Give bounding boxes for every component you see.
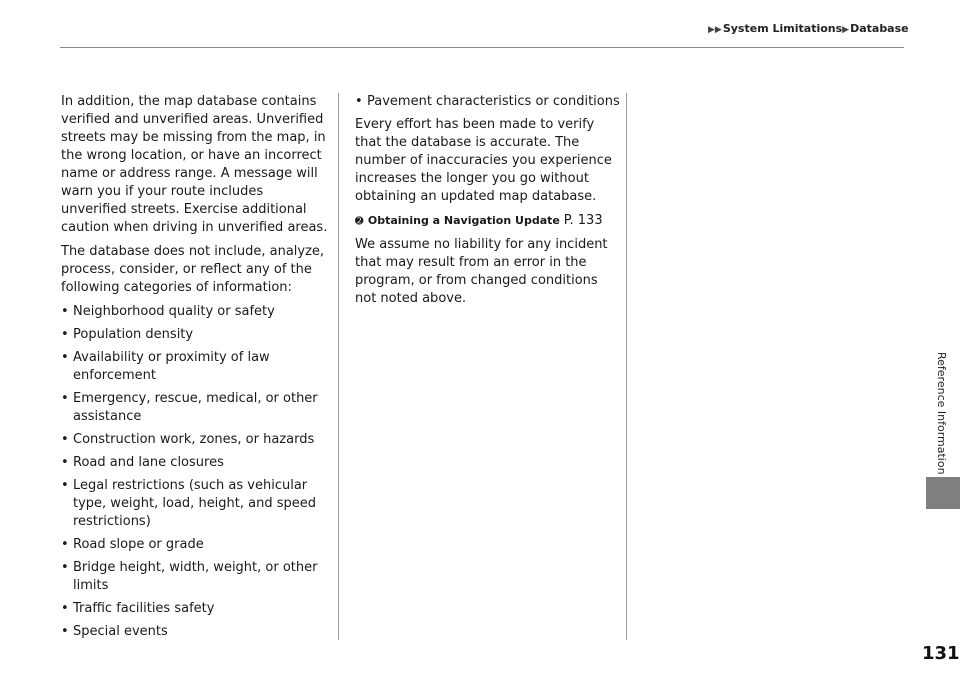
bullet-icon: • [61, 624, 69, 639]
list-item: • Pavement characteristics or conditions [355, 94, 620, 109]
list-item: • Neighborhood quality or safety [61, 304, 275, 319]
cross-reference-label: Obtaining a Navigation Update [367, 214, 560, 227]
bullet-icon: • [61, 455, 69, 470]
column-divider [338, 93, 339, 640]
breadcrumb-item-database[interactable]: Database [850, 22, 909, 35]
cross-reference-link[interactable] [355, 212, 620, 230]
section-tab-marker [926, 477, 960, 509]
continued-categories-list [355, 93, 620, 111]
bullet-icon: • [61, 560, 69, 575]
paragraph-accuracy: Every effort has been made to verify that the database is accurate. The number of inaccuracies you experience increases the longer you go without obtaining an updated map database. [355, 117, 612, 204]
paragraph-liability: We assume no liability for any incident that may result from an error in the program, or from changed conditions not noted above. [355, 237, 608, 306]
triangle-right-icon: ▶ [842, 25, 850, 35]
paragraph-unverified-areas: In addition, the map database contains verified and unverified areas. Unverified streets may be missing from the map, in the wrong location, or have an incorrect name or address range. A message will warn you if your route includes unverified streets. Exercise additional caution when driving in unverified areas. [61, 94, 328, 235]
list-item: • Population density [61, 327, 194, 342]
page-number: 131 [922, 643, 960, 664]
bullet-icon: • [61, 478, 69, 493]
paragraph-database-excludes: The database does not include, analyze, process, consider, or reflect any of the following categories of information: [61, 244, 325, 295]
list-item: • Road slope or grade [61, 537, 204, 552]
list-item: • Special events [61, 624, 168, 639]
list-item: • Traffic facilities safety [61, 601, 215, 616]
breadcrumb [708, 22, 909, 35]
bullet-icon: • [61, 391, 69, 406]
cross-reference-page: P. 133 [563, 213, 603, 228]
bullet-icon: • [61, 432, 69, 447]
list-item: • Legal restrictions (such as vehicular type, weight, load, height, and speed restrictions) [61, 478, 317, 529]
column-divider [626, 93, 627, 640]
bullet-icon: • [61, 537, 69, 552]
bullet-icon: • [61, 304, 69, 319]
breadcrumb-item-system-limitations[interactable]: System Limitations [722, 22, 843, 35]
middle-column [355, 93, 620, 314]
excluded-categories-list [61, 303, 331, 641]
bullet-icon: • [61, 327, 69, 342]
section-side-label: Reference Information [935, 352, 948, 475]
bullet-icon: • [61, 350, 69, 365]
list-item: • Availability or proximity of law enforcement [61, 350, 270, 383]
triangle-right-icon: ▶▶ [708, 25, 722, 35]
list-item: • Emergency, rescue, medical, or other assistance [61, 391, 318, 424]
cross-reference-icon: ➋ [355, 216, 364, 227]
list-item: • Road and lane closures [61, 455, 224, 470]
header-rule [60, 47, 904, 48]
bullet-icon: • [355, 94, 363, 109]
list-item: • Bridge height, width, weight, or other limits [61, 560, 318, 593]
bullet-icon: • [61, 601, 69, 616]
list-item: • Construction work, zones, or hazards [61, 432, 315, 447]
left-column [61, 93, 331, 646]
